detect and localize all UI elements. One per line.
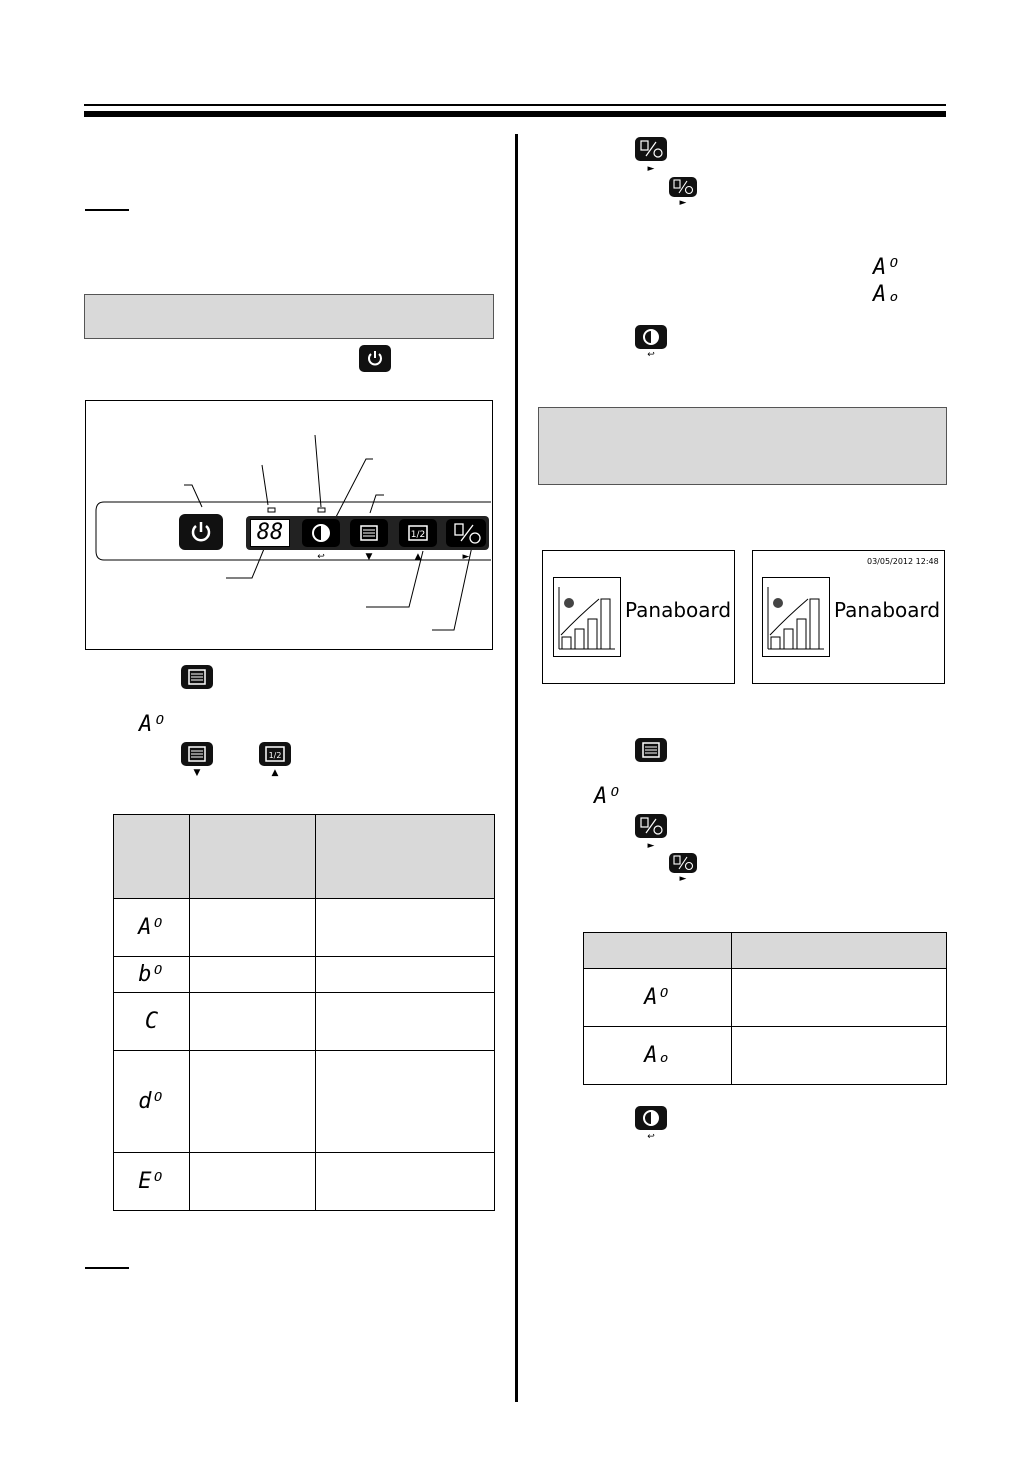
panel-menu-button bbox=[350, 519, 388, 547]
screen-preview-left bbox=[542, 550, 735, 684]
menu-code-table bbox=[113, 814, 495, 1211]
segment-code-a-off: Aₒ bbox=[873, 282, 902, 307]
panel-page-button bbox=[399, 519, 437, 547]
table-row bbox=[114, 957, 495, 993]
power-button-icon bbox=[359, 345, 391, 372]
up-glyph: ▲ bbox=[414, 552, 422, 562]
header-rule-thin bbox=[84, 104, 946, 106]
table-header-row bbox=[584, 933, 947, 969]
code-cell: Aᴼ bbox=[584, 969, 732, 1027]
screen-brand-right: Panaboard bbox=[834, 598, 941, 622]
copy-button-icon-2 bbox=[635, 814, 667, 838]
panel-contrast-button bbox=[302, 519, 340, 547]
control-panel-diagram bbox=[85, 400, 493, 650]
header-rule-thick bbox=[84, 111, 946, 117]
return-glyph: ↩ bbox=[317, 552, 325, 562]
down-arrow: ▼ bbox=[193, 768, 201, 778]
panel-power-button bbox=[179, 514, 223, 550]
svg-text:1/2: 1/2 bbox=[410, 530, 426, 540]
code-cell: dᴼ bbox=[114, 1051, 190, 1153]
table-header-row bbox=[114, 815, 495, 899]
return-arrow-2: ↩ bbox=[647, 1132, 655, 1142]
table-row bbox=[114, 1051, 495, 1153]
segment-code-a-2: Aᴼ bbox=[594, 784, 623, 809]
panel-display: 88 bbox=[250, 519, 290, 547]
code-cell: Aᴼ bbox=[114, 899, 190, 957]
note-underline bbox=[85, 209, 129, 211]
return-arrow: ↩ bbox=[647, 350, 655, 360]
contrast-button-icon bbox=[635, 325, 667, 349]
code-cell: bᴼ bbox=[114, 957, 190, 993]
up-button-icon bbox=[259, 742, 291, 766]
section-heading-box-2 bbox=[538, 407, 947, 485]
table-row bbox=[584, 969, 947, 1027]
right-glyph: ► bbox=[462, 552, 470, 562]
copy-button-icon-small-2 bbox=[669, 853, 697, 873]
down-button-icon bbox=[181, 742, 213, 766]
panel-copy-stop-button bbox=[446, 519, 486, 547]
right-arrow: ► bbox=[647, 164, 655, 174]
table-row bbox=[114, 993, 495, 1051]
screen-preview-right bbox=[752, 550, 945, 684]
right-arrow-2: ► bbox=[647, 841, 655, 851]
screen-datetime: 03/05/2012 12:48 bbox=[867, 557, 939, 566]
column-divider bbox=[515, 134, 518, 1402]
section-heading-box bbox=[84, 294, 494, 339]
down-glyph: ▼ bbox=[365, 552, 373, 562]
table-row bbox=[114, 1153, 495, 1211]
contrast-button-icon-2 bbox=[635, 1106, 667, 1130]
right-arrow-small-2: ► bbox=[679, 874, 687, 884]
menu-button-icon-2 bbox=[635, 738, 667, 762]
svg-text:1/2: 1/2 bbox=[268, 751, 282, 760]
code-cell: C bbox=[114, 993, 190, 1051]
segment-code-a: Aᴼ bbox=[139, 712, 168, 737]
table-row bbox=[114, 899, 495, 957]
segment-code-a-on: Aᴼ bbox=[873, 255, 902, 280]
code-cell: Aₒ bbox=[584, 1027, 732, 1085]
screen-brand-left: Panaboard bbox=[625, 598, 732, 622]
code-cell: Eᴼ bbox=[114, 1153, 190, 1211]
copy-button-icon bbox=[635, 137, 667, 161]
note-underline-2 bbox=[85, 1267, 129, 1269]
menu-button-icon bbox=[181, 665, 213, 689]
table-row bbox=[584, 1027, 947, 1085]
on-off-table bbox=[583, 932, 947, 1085]
up-arrow: ▲ bbox=[271, 768, 279, 778]
copy-button-icon-small bbox=[669, 177, 697, 197]
right-arrow-small: ► bbox=[679, 198, 687, 208]
